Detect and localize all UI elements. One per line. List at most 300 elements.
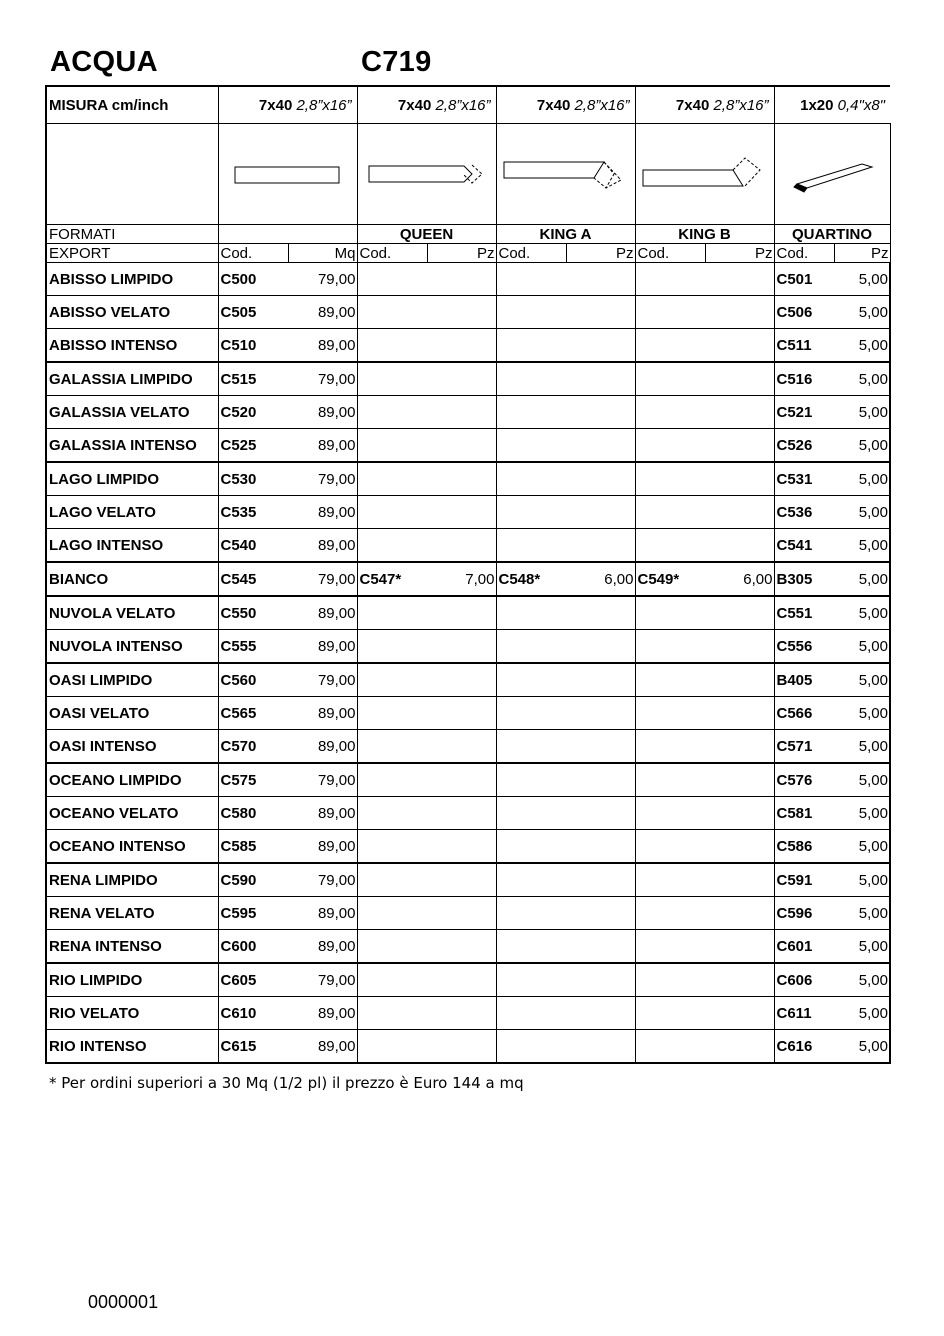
product-code xyxy=(635,763,705,797)
product-code xyxy=(357,830,427,864)
product-value xyxy=(427,763,496,797)
product-code: C556 xyxy=(774,630,834,664)
collection-title: ACQUA xyxy=(50,46,158,78)
product-value: 5,00 xyxy=(834,462,890,496)
table-row xyxy=(46,462,890,496)
product-code: C550 xyxy=(218,596,288,630)
product-value: 89,00 xyxy=(288,997,357,1030)
table-row xyxy=(46,496,890,529)
king-b-profile-icon xyxy=(640,152,770,197)
product-code: C596 xyxy=(774,897,834,930)
product-value xyxy=(705,863,774,897)
product-value xyxy=(427,630,496,664)
table-row xyxy=(46,396,890,429)
product-value: 5,00 xyxy=(834,797,890,830)
product-code: C586 xyxy=(774,830,834,864)
quartino-icon xyxy=(782,152,882,197)
product-value: 79,00 xyxy=(288,362,357,396)
product-value xyxy=(566,362,635,396)
product-value xyxy=(705,1030,774,1064)
color-name: RIO LIMPIDO xyxy=(46,963,218,997)
formats-row xyxy=(46,225,890,244)
product-value xyxy=(566,897,635,930)
product-code: C500 xyxy=(218,263,288,296)
product-value xyxy=(427,429,496,463)
table-row xyxy=(46,863,890,897)
product-value: 5,00 xyxy=(834,763,890,797)
product-value xyxy=(705,730,774,764)
product-value xyxy=(427,897,496,930)
product-code: C506 xyxy=(774,296,834,329)
product-code: C510 xyxy=(218,329,288,363)
format-name: QUEEN xyxy=(357,225,496,244)
product-code: C575 xyxy=(218,763,288,797)
product-value xyxy=(705,830,774,864)
product-code: C516 xyxy=(774,362,834,396)
product-code xyxy=(635,362,705,396)
shape-cell xyxy=(635,124,774,225)
product-code xyxy=(496,429,566,463)
product-value xyxy=(427,830,496,864)
product-code: C505 xyxy=(218,296,288,329)
product-value: 5,00 xyxy=(834,263,890,296)
product-value: 5,00 xyxy=(834,529,890,563)
table-row xyxy=(46,529,890,563)
table-row xyxy=(46,897,890,930)
product-value: 7,00 xyxy=(427,562,496,596)
product-value: 5,00 xyxy=(834,997,890,1030)
product-code: C585 xyxy=(218,830,288,864)
product-code xyxy=(496,663,566,697)
product-value xyxy=(427,296,496,329)
table-row xyxy=(46,997,890,1030)
code-header: Cod. xyxy=(774,244,834,263)
color-name: RENA INTENSO xyxy=(46,930,218,964)
product-code xyxy=(635,596,705,630)
table-row xyxy=(46,730,890,764)
product-code: C580 xyxy=(218,797,288,830)
product-value xyxy=(705,263,774,296)
product-code xyxy=(357,930,427,964)
product-code xyxy=(357,797,427,830)
product-value xyxy=(427,329,496,363)
code-header: Cod. xyxy=(357,244,427,263)
product-code xyxy=(357,496,427,529)
product-code xyxy=(635,797,705,830)
table-row xyxy=(46,963,890,997)
unit-header: Pz xyxy=(705,244,774,263)
product-code xyxy=(635,429,705,463)
product-value: 5,00 xyxy=(834,429,890,463)
product-code xyxy=(496,462,566,496)
product-code: C531 xyxy=(774,462,834,496)
product-code xyxy=(496,496,566,529)
product-value xyxy=(705,963,774,997)
product-value xyxy=(566,396,635,429)
table-row xyxy=(46,296,890,329)
footnote: * Per ordini superiori a 30 Mq (1/2 pl) il prezzo è Euro 144 a mq xyxy=(49,1074,524,1092)
product-value xyxy=(427,797,496,830)
color-name: RIO INTENSO xyxy=(46,1030,218,1064)
product-code: C611 xyxy=(774,997,834,1030)
format-name: KING A xyxy=(496,225,635,244)
product-value: 89,00 xyxy=(288,1030,357,1064)
product-code: C551 xyxy=(774,596,834,630)
product-value xyxy=(566,830,635,864)
measure-cell: 7x40 2,8”x16” xyxy=(218,86,357,124)
product-code xyxy=(357,697,427,730)
table-body xyxy=(46,263,890,1064)
color-name: LAGO VELATO xyxy=(46,496,218,529)
product-code xyxy=(357,763,427,797)
product-value xyxy=(705,897,774,930)
product-code: C547* xyxy=(357,562,427,596)
code-header: Cod. xyxy=(496,244,566,263)
product-value xyxy=(705,596,774,630)
product-code: C526 xyxy=(774,429,834,463)
measure-cell: 7x40 2,8”x16” xyxy=(357,86,496,124)
product-code: C565 xyxy=(218,697,288,730)
product-code: C536 xyxy=(774,496,834,529)
product-value xyxy=(427,462,496,496)
product-code: C600 xyxy=(218,930,288,964)
product-code: C555 xyxy=(218,630,288,664)
color-name: GALASSIA VELATO xyxy=(46,396,218,429)
product-code xyxy=(635,963,705,997)
product-code xyxy=(357,329,427,363)
product-value xyxy=(566,263,635,296)
product-code: C541 xyxy=(774,529,834,563)
color-name: GALASSIA INTENSO xyxy=(46,429,218,463)
product-code xyxy=(357,1030,427,1064)
product-value: 5,00 xyxy=(834,863,890,897)
drawing-row xyxy=(46,124,890,225)
product-value: 5,00 xyxy=(834,396,890,429)
product-value xyxy=(427,529,496,563)
product-value xyxy=(427,730,496,764)
product-code xyxy=(635,863,705,897)
product-code xyxy=(635,529,705,563)
product-value: 5,00 xyxy=(834,830,890,864)
product-value xyxy=(705,529,774,563)
product-code xyxy=(635,730,705,764)
product-code xyxy=(357,362,427,396)
product-value: 5,00 xyxy=(834,329,890,363)
product-value xyxy=(705,930,774,964)
product-code xyxy=(635,697,705,730)
product-code xyxy=(357,596,427,630)
product-value xyxy=(705,396,774,429)
measure-label: MISURA cm/inch xyxy=(46,86,218,124)
color-name: OASI INTENSO xyxy=(46,730,218,764)
product-value: 5,00 xyxy=(834,562,890,596)
product-value: 89,00 xyxy=(288,697,357,730)
product-value xyxy=(705,763,774,797)
product-code xyxy=(635,296,705,329)
product-value: 5,00 xyxy=(834,496,890,529)
product-code xyxy=(496,1030,566,1064)
product-value xyxy=(566,596,635,630)
product-code: C591 xyxy=(774,863,834,897)
product-code: C545 xyxy=(218,562,288,596)
product-code xyxy=(496,897,566,930)
table-row xyxy=(46,663,890,697)
table-row xyxy=(46,1030,890,1064)
product-code xyxy=(496,630,566,664)
product-value: 89,00 xyxy=(288,396,357,429)
measure-cell: 7x40 2,8”x16” xyxy=(496,86,635,124)
product-value xyxy=(427,930,496,964)
product-value: 89,00 xyxy=(288,529,357,563)
product-value: 5,00 xyxy=(834,630,890,664)
product-value xyxy=(566,529,635,563)
product-value xyxy=(705,797,774,830)
product-value xyxy=(427,997,496,1030)
product-value: 89,00 xyxy=(288,596,357,630)
product-code xyxy=(357,997,427,1030)
product-value: 5,00 xyxy=(834,930,890,964)
product-code xyxy=(496,830,566,864)
product-value xyxy=(566,997,635,1030)
table-row xyxy=(46,596,890,630)
product-code xyxy=(357,897,427,930)
rectangle-icon xyxy=(233,159,343,189)
product-value xyxy=(705,997,774,1030)
product-code xyxy=(635,263,705,296)
product-value xyxy=(566,429,635,463)
product-code: C610 xyxy=(218,997,288,1030)
product-value xyxy=(705,296,774,329)
shape-cell xyxy=(218,124,357,225)
product-value xyxy=(705,663,774,697)
product-value xyxy=(566,697,635,730)
product-code: C566 xyxy=(774,697,834,730)
product-value: 89,00 xyxy=(288,496,357,529)
measure-cell: 7x40 2,8”x16” xyxy=(635,86,774,124)
measure-row xyxy=(46,86,890,124)
product-value: 5,00 xyxy=(834,697,890,730)
table-row xyxy=(46,830,890,864)
product-value xyxy=(427,963,496,997)
product-code: C535 xyxy=(218,496,288,529)
product-code xyxy=(496,930,566,964)
product-code xyxy=(357,730,427,764)
product-value: 5,00 xyxy=(834,362,890,396)
table-row xyxy=(46,930,890,964)
product-code: C576 xyxy=(774,763,834,797)
product-value: 5,00 xyxy=(834,596,890,630)
product-value xyxy=(566,863,635,897)
product-value: 5,00 xyxy=(834,663,890,697)
product-code: B405 xyxy=(774,663,834,697)
product-code xyxy=(496,963,566,997)
color-name: OASI LIMPIDO xyxy=(46,663,218,697)
table-row xyxy=(46,797,890,830)
product-code xyxy=(496,296,566,329)
product-value: 79,00 xyxy=(288,263,357,296)
shape-cell xyxy=(496,124,635,225)
table-row xyxy=(46,429,890,463)
product-value xyxy=(705,462,774,496)
product-code: C606 xyxy=(774,963,834,997)
product-value xyxy=(705,496,774,529)
product-code xyxy=(496,329,566,363)
product-code xyxy=(496,863,566,897)
product-value: 89,00 xyxy=(288,429,357,463)
product-code: C515 xyxy=(218,362,288,396)
format-name: QUARTINO xyxy=(774,225,890,244)
table-row xyxy=(46,562,890,596)
color-name: OCEANO VELATO xyxy=(46,797,218,830)
measure-cell: 1x20 0,4"x8" xyxy=(774,86,890,124)
color-name: GALASSIA LIMPIDO xyxy=(46,362,218,396)
product-value xyxy=(427,396,496,429)
product-code xyxy=(496,596,566,630)
product-code: C540 xyxy=(218,529,288,563)
queen-profile-icon xyxy=(364,154,489,194)
product-value xyxy=(705,329,774,363)
color-name: BIANCO xyxy=(46,562,218,596)
product-code xyxy=(496,997,566,1030)
product-code xyxy=(357,263,427,296)
product-code xyxy=(635,496,705,529)
product-value: 5,00 xyxy=(834,963,890,997)
product-value: 79,00 xyxy=(288,462,357,496)
product-value xyxy=(705,630,774,664)
product-value xyxy=(427,1030,496,1064)
product-value: 79,00 xyxy=(288,663,357,697)
product-value xyxy=(566,1030,635,1064)
unit-header: Pz xyxy=(427,244,496,263)
color-name: OCEANO INTENSO xyxy=(46,830,218,864)
product-code: B305 xyxy=(774,562,834,596)
product-code xyxy=(357,296,427,329)
format-name: KING B xyxy=(635,225,774,244)
color-name: NUVOLA INTENSO xyxy=(46,630,218,664)
color-name: RIO VELATO xyxy=(46,997,218,1030)
table-row xyxy=(46,263,890,296)
product-code xyxy=(635,997,705,1030)
product-value: 5,00 xyxy=(834,296,890,329)
color-name: LAGO INTENSO xyxy=(46,529,218,563)
product-code xyxy=(357,630,427,664)
product-code xyxy=(635,630,705,664)
product-value: 79,00 xyxy=(288,963,357,997)
product-value xyxy=(705,697,774,730)
product-code xyxy=(496,362,566,396)
table-row xyxy=(46,329,890,363)
color-name: LAGO LIMPIDO xyxy=(46,462,218,496)
product-code xyxy=(635,663,705,697)
product-code: C520 xyxy=(218,396,288,429)
product-value xyxy=(566,630,635,664)
color-name: NUVOLA VELATO xyxy=(46,596,218,630)
product-value: 89,00 xyxy=(288,630,357,664)
product-value xyxy=(427,362,496,396)
product-code: C616 xyxy=(774,1030,834,1064)
product-code: C501 xyxy=(774,263,834,296)
product-code xyxy=(635,897,705,930)
code-header: Cod. xyxy=(635,244,705,263)
product-code: C525 xyxy=(218,429,288,463)
product-code: C595 xyxy=(218,897,288,930)
product-code xyxy=(635,329,705,363)
product-code xyxy=(357,429,427,463)
drawing-blank xyxy=(46,124,218,225)
product-code: C590 xyxy=(218,863,288,897)
product-code xyxy=(496,263,566,296)
product-code xyxy=(496,697,566,730)
product-value xyxy=(566,296,635,329)
product-value: 89,00 xyxy=(288,830,357,864)
product-code xyxy=(635,1030,705,1064)
table-row xyxy=(46,362,890,396)
product-code xyxy=(635,830,705,864)
color-name: RENA LIMPIDO xyxy=(46,863,218,897)
product-code: C605 xyxy=(218,963,288,997)
product-value: 5,00 xyxy=(834,897,890,930)
document-number: 0000001 xyxy=(88,1292,159,1312)
product-code xyxy=(635,396,705,429)
product-code xyxy=(357,462,427,496)
product-value xyxy=(566,763,635,797)
color-name: ABISSO INTENSO xyxy=(46,329,218,363)
product-code: C571 xyxy=(774,730,834,764)
product-value: 79,00 xyxy=(288,562,357,596)
product-code xyxy=(357,396,427,429)
product-value: 89,00 xyxy=(288,930,357,964)
product-code xyxy=(635,462,705,496)
formats-label: FORMATI xyxy=(46,225,218,244)
table-row xyxy=(46,697,890,730)
product-value xyxy=(566,963,635,997)
product-code xyxy=(496,797,566,830)
product-code xyxy=(357,663,427,697)
code-header: Cod. xyxy=(218,244,288,263)
product-value xyxy=(427,496,496,529)
product-value: 89,00 xyxy=(288,797,357,830)
price-table xyxy=(45,85,891,1064)
product-value: 89,00 xyxy=(288,296,357,329)
product-value: 89,00 xyxy=(288,730,357,764)
product-value: 79,00 xyxy=(288,763,357,797)
product-code xyxy=(496,763,566,797)
product-code: C548* xyxy=(496,562,566,596)
product-value: 89,00 xyxy=(288,897,357,930)
product-value xyxy=(427,263,496,296)
product-code xyxy=(357,863,427,897)
shape-cell xyxy=(357,124,496,225)
product-code: C601 xyxy=(774,930,834,964)
export-row xyxy=(46,244,890,263)
color-name: OCEANO LIMPIDO xyxy=(46,763,218,797)
product-value: 6,00 xyxy=(566,562,635,596)
shape-cell xyxy=(774,124,890,225)
product-code: C615 xyxy=(218,1030,288,1064)
product-value xyxy=(566,329,635,363)
product-value: 89,00 xyxy=(288,329,357,363)
color-name: ABISSO VELATO xyxy=(46,296,218,329)
product-value xyxy=(566,663,635,697)
product-value xyxy=(566,496,635,529)
product-value xyxy=(427,863,496,897)
product-value xyxy=(705,362,774,396)
product-code: C521 xyxy=(774,396,834,429)
color-name: RENA VELATO xyxy=(46,897,218,930)
color-name: ABISSO LIMPIDO xyxy=(46,263,218,296)
product-value xyxy=(566,797,635,830)
product-code: C560 xyxy=(218,663,288,697)
